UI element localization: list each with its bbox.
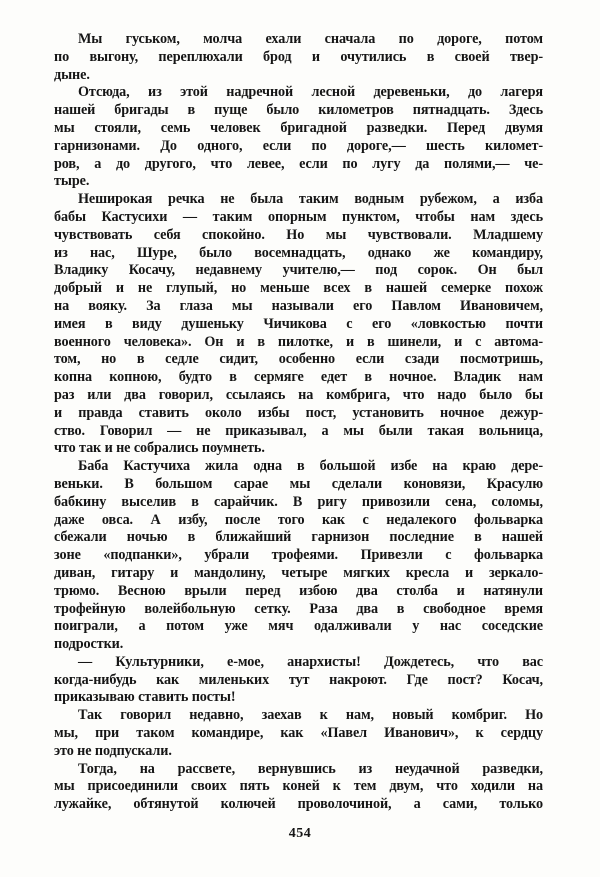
text-line: чувствовать себя спокойно. Но мы чувствовали. Младшему [54, 226, 543, 243]
text-line: подростки. [54, 636, 124, 653]
text-line: ство. Говорил — не приказывал, а мы были такая вольница, [54, 422, 543, 439]
text-line: том, но в седле сидит, особенно если сзади посмотришь, [54, 351, 543, 368]
text-line: лужайке, обтянутой колючей проволочиной, а сами, только [54, 796, 543, 813]
page-number: 454 [288, 826, 312, 841]
text-line: это не подпускали. [54, 742, 172, 759]
text-line: раз или два говорил, ссылаясь на комбрига, что надо было бы [54, 386, 543, 403]
text-line: диван, гитару и мандолину, четыре мягких кресла и зеркало- [54, 564, 543, 581]
text-line: веньки. В большом сарае мы сделали коновязи, Красулю [54, 475, 543, 492]
text-line: копна копною, будто в сермяге едет в ночное. Владик нам [54, 369, 543, 386]
text-line: мы присоединили своих пять коней к тем двум, что ходили на [54, 778, 543, 795]
text-line: гарнизонами. До одного, если по дороге,— шесть километ- [54, 137, 543, 154]
text-line: из нас, Шуре, было восемнадцать, однако же командиру, [54, 244, 543, 261]
text-line: — Культурники, е-мое, анархисты! Дождетесь, что вас [78, 653, 543, 670]
text-line: по выгону, переплюхали брод и очутились в своей твер- [54, 48, 543, 65]
text-line: бабы Кастусихи — таким опорным пунктом, чтобы нам здесь [54, 208, 543, 225]
text-line: зоне «подпанки», убрали трофеями. Привезли с фольварка [54, 547, 543, 564]
text-line: дыне. [54, 66, 90, 83]
text-line: Мы гуськом, молча ехали сначала по дороге, потом [78, 31, 543, 47]
text-line: бабкину выселив в сарайчик. В ригу привозили сена, соломы, [54, 493, 543, 510]
text-line: трюмо. Весною врыли перед избою два столба и натянули [54, 582, 543, 599]
text-line: нашей бригады в пуще было километров пятнадцать. Здесь [54, 102, 543, 119]
text-line: на вояку. За глаза мы называли его Павлом Ивановичем, [54, 297, 543, 314]
text-line: трофейную волейбольную сетку. Раза два в свободное время [54, 600, 543, 617]
text-line: Владику Косачу, недавнему учителю,— под сорок. Он был [54, 262, 543, 279]
text-line: Отсюда, из этой надречной лесной деревеньки, до лагеря [78, 84, 543, 101]
text-line: когда-нибудь как миленьких тут накроют. Где пост? Косач, [54, 671, 543, 688]
text-line: Так говорил недавно, заехав к нам, новый комбриг. Но [78, 707, 543, 724]
text-line: имея в виду душеньку Чичикова с его «ловкостью почти [54, 315, 543, 332]
text-line: ров, а до другого, что левее, если по лугу да полями,— че- [54, 155, 543, 172]
text-line: поиграли, а потом уже мяч одалживали у нас соседские [54, 618, 543, 635]
text-line: сбежали ночью в ближайший гарнизон последние в нашей [54, 529, 543, 546]
page-text [54, 31, 543, 814]
text-line: тыре. [54, 173, 90, 190]
text-line: военного человека». Он и в пилотке, и в шинели, и с автома- [54, 333, 543, 350]
text-line: мы стояли, семь человек бригадной разведки. Перед двумя [54, 119, 543, 136]
text-line: Баба Кастучиха жила одна в большой избе на краю дере- [78, 458, 543, 475]
text-line: Тогда, на рассвете, вернувшись из неудачной разведки, [78, 760, 543, 777]
text-line: мы, при таком командире, как «Павел Иванович», к сердцу [54, 725, 543, 742]
text-line: что так и не собрались поумнеть. [54, 440, 265, 457]
text-line: добрый и не глупый, но меньше всех в нашей семерке похож [54, 280, 543, 297]
text-line: Неширокая речка не была таким водным рубежом, а изба [78, 191, 543, 208]
text-line: и правда ставить около избы пост, установить ночное дежур- [54, 404, 543, 421]
text-line: даже овса. А избу, после того как с недалекого фольварка [54, 511, 543, 528]
text-line: приказываю ставить посты! [54, 689, 236, 706]
